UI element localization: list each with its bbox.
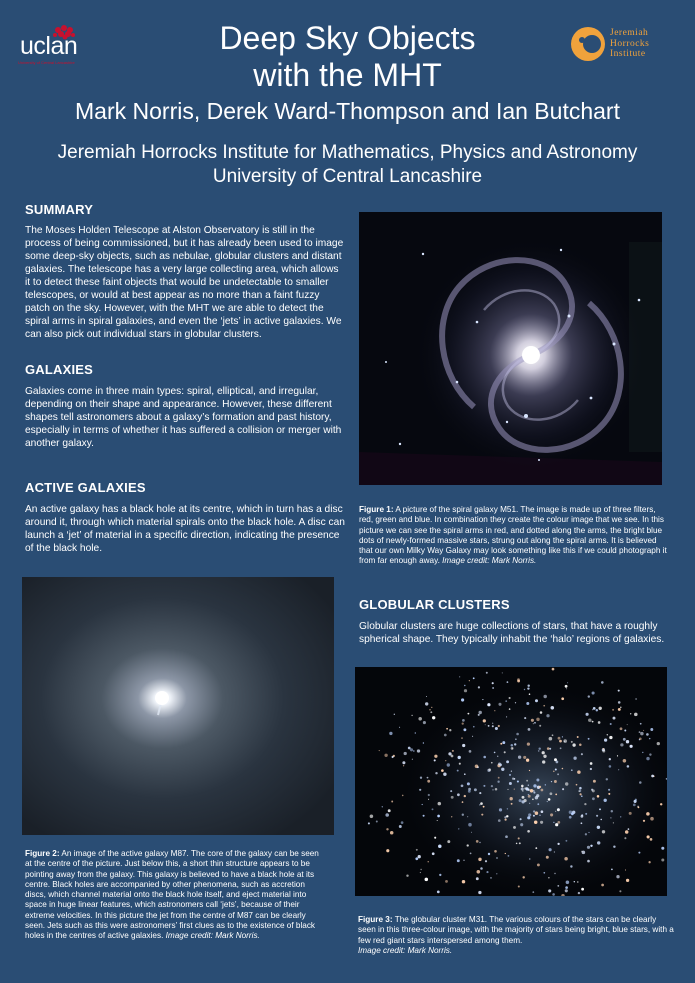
- institute-block: [0, 141, 695, 189]
- globular-clusters-section: [359, 597, 684, 646]
- figure2-label: Figure 2:: [25, 849, 60, 858]
- globular-clusters-heading: GLOBULAR CLUSTERS: [359, 597, 510, 612]
- figure1-credit: Image credit: Mark Norris.: [442, 556, 537, 566]
- galaxies-heading: GALAXIES: [25, 362, 94, 377]
- figure1-text: A picture of the spiral galaxy M51. The image is made up of three filters, red, green and blue. In combination they create the colour image that we see. In this picture we can see the spiral arms in red, and dotted along the arms, the bright blue dots of newly-formed massive stars, strung out along the spiral arms. It is believed that our own Milky Way Galaxy may look something like this if we could photograph it from far enough away.: [359, 505, 667, 566]
- figure2-caption: [25, 849, 325, 942]
- figure3-caption: [358, 915, 676, 956]
- figure1-label: Figure 1:: [359, 505, 394, 514]
- authors: Mark Norris, Derek Ward-Thompson and Ian Butchart: [75, 98, 620, 124]
- active-galaxies-text: An active galaxy has a black hole at its centre, which in turn has a disc around it, through which material spirals onto the black hole. A disc can launch a ‘jet’ of material in a specific direction, indicating the presence of the black hole.: [25, 504, 345, 554]
- figure3-text: The globular cluster M31. The various colours of the stars can be clearly seen in this three-colour image, with the majority of stars being bright, blue stars, with a few red giant stars interspersed among them.: [358, 915, 674, 945]
- figure2-credit: Image credit: Mark Norris.: [165, 931, 260, 941]
- institute-line1: Jeremiah Horrocks Institute for Mathematics, Physics and Astronomy: [57, 142, 638, 163]
- poster-title-line1: Deep Sky Objects: [219, 20, 476, 56]
- summary-section: [25, 202, 345, 341]
- poster-title-line2: with the MHT: [253, 57, 442, 93]
- uclan-tagline: University of Central Lancashire: [18, 60, 75, 65]
- figure2-image-active-galaxy: [22, 577, 334, 835]
- institute-line2: University of Central Lancashire: [212, 166, 483, 187]
- active-galaxies-section: [25, 480, 345, 555]
- figure3-credit: Image credit: Mark Norris.: [358, 945, 453, 955]
- summary-text: The Moses Holden Telescope at Alston Observatory is still in the process of being commissioned, but it has already been used to image some deep-sky objects, such as nebulae, globular clusters and distant galaxies. The telescope has a very large collecting area, which allows it to detect these faint objects that would be undetectable to smaller telescopes, or would at best appear as no more than a faint fuzzy patch on the sky. However, with the MHT we are able to detect the spiral arms in spiral galaxies, and even the ‘jets’ in active galaxies. We can also pick out individual stars in globular clusters.: [25, 225, 344, 340]
- figure3-image-globular-cluster: [355, 667, 667, 896]
- summary-heading: SUMMARY: [25, 202, 94, 217]
- jhi-line3: Institute: [610, 49, 646, 59]
- jhi-line1: Jeremiah: [610, 28, 649, 38]
- active-galaxies-heading: ACTIVE GALAXIES: [25, 480, 146, 495]
- galaxies-section: [25, 362, 345, 450]
- uclan-wordmark: uclan: [20, 32, 78, 60]
- galaxies-text: Galaxies come in three main types: spiral, elliptical, and irregular, depending on their shape and appearance. However, these different shapes tell astronomers about a galaxy’s formation and past history, especially in terms of whether it has suffered a collision or merger with another galaxy.: [25, 386, 342, 449]
- figure1-image-spiral-galaxy: [359, 212, 662, 485]
- figure1-caption: [359, 505, 671, 567]
- globular-clusters-text: Globular clusters are huge collections of stars, that have a roughly spherical shape. They typically inhabit the ‘halo’ regions of galaxies.: [359, 621, 665, 645]
- jhi-line2: Horrocks: [610, 38, 650, 49]
- figure2-text: An image of the active galaxy M87. The core of the galaxy can be seen at the centre of the picture. Just below this, a short thin structure appears to be pointing away from the galaxy. This galaxy is believed to have a black hole at its centre. Black holes are accompanied by other phenomena, such as accretion discs, which channel material onto the black hole itself, and eject material into space in huge linear features, which astronomers call ‘jets’, because of their extreme velocities. In this picture the jet from the centre of M87 can be clearly seen. Jets such as this were astronomers’ first clues as to the existence of black holes in the centres of active galaxies.: [25, 849, 319, 941]
- figure3-label: Figure 3:: [358, 915, 393, 924]
